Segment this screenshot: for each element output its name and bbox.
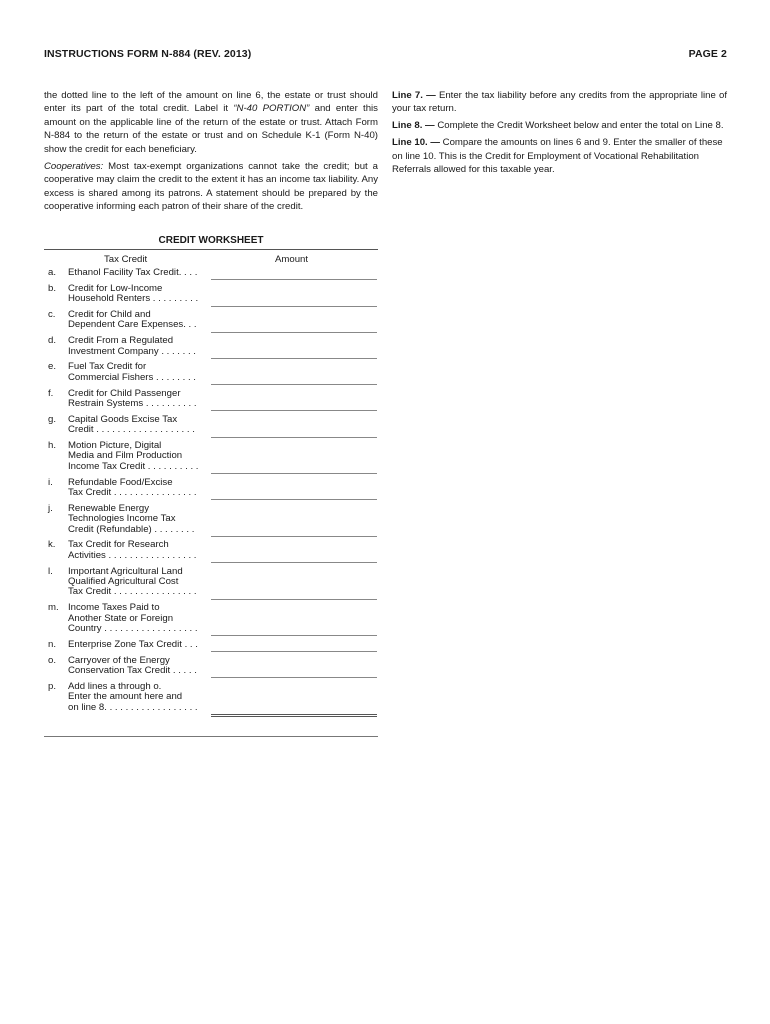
row-letter: n.	[48, 638, 57, 650]
row-label: Credit for Child and Dependent Care Expenses. . .	[68, 309, 197, 331]
row-label: Income Taxes Paid to Another State or Foreign Country . . . . . . . . . . . . . . . . . .	[68, 602, 198, 635]
worksheet-row	[44, 567, 378, 598]
amount-field[interactable]	[211, 536, 377, 537]
cooperatives-paragraph	[44, 160, 378, 214]
amount-field[interactable]	[211, 384, 377, 385]
amount-field[interactable]	[211, 562, 377, 563]
row-label: Credit From a Regulated Investment Company . . . . . . .	[68, 335, 196, 357]
line-8-label: Line 8. —	[392, 120, 435, 132]
n40-portion-label: “N-40 PORTION”	[233, 103, 310, 115]
amount-field[interactable]	[211, 651, 377, 652]
row-label: Refundable Food/Excise Tax Credit . . . . . . . . . . . . . . . .	[68, 476, 197, 499]
row-label: Credit for Low-Income Household Renters . . . . . . . . .	[68, 282, 199, 305]
worksheet-row	[44, 504, 378, 535]
line-8-text: Complete the Credit Worksheet below and enter the total on Line 8.	[434, 120, 724, 132]
row-letter: j.	[48, 502, 53, 514]
tax-credit-column-header: Tax Credit	[104, 254, 148, 265]
worksheet-row	[44, 656, 378, 677]
amount-column-header: Amount	[275, 254, 309, 265]
row-letter: f.	[48, 387, 54, 399]
worksheet-row	[44, 389, 378, 410]
row-letter: p.	[48, 680, 57, 692]
row-letter: k.	[48, 539, 56, 551]
total-amount-field[interactable]	[211, 714, 377, 717]
amount-field[interactable]	[211, 410, 377, 411]
row-label: Credit for Child Passenger Restrain Systems . . . . . . . . . .	[68, 387, 197, 410]
row-label: Important Agricultural Land Qualified Agricultural Cost Tax Credit . . . . . . . . . . . . . . . .	[68, 565, 197, 598]
right-column	[392, 89, 727, 180]
credit-worksheet	[44, 235, 378, 718]
worksheet-row	[44, 441, 378, 472]
worksheet-row	[44, 478, 378, 499]
line-10-instruction	[392, 136, 727, 176]
worksheet-row	[44, 540, 378, 561]
amount-field[interactable]	[211, 306, 377, 307]
left-column	[44, 89, 378, 218]
amount-field[interactable]	[211, 473, 377, 474]
worksheet-row	[44, 415, 378, 436]
row-label: Carryover of the Energy Conservation Tax Credit . . . . .	[68, 654, 197, 677]
worksheet-title: CREDIT WORKSHEET	[44, 235, 378, 250]
amount-field[interactable]	[211, 358, 377, 359]
estate-trust-paragraph	[44, 89, 378, 156]
line-7-label: Line 7. —	[392, 90, 436, 101]
row-letter: g.	[48, 413, 57, 425]
line-7-text: Enter the tax liability before any credits from the appropriate line of your tax return.	[392, 90, 727, 115]
estate-trust-text-b: and enter this amount on the applicable line of the return of the estate or trust. Attach Form N-884 to the return of the estate or trust and on Schedule K-1 (Form N-40) show the credit for each beneficiary.	[44, 103, 378, 155]
amount-field[interactable]	[211, 437, 377, 438]
worksheet-row	[44, 362, 378, 383]
row-letter: i.	[48, 476, 53, 488]
row-letter: b.	[48, 282, 57, 294]
worksheet-row	[44, 640, 378, 650]
worksheet-row	[44, 682, 378, 713]
worksheet-rows	[44, 268, 378, 713]
amount-field[interactable]	[211, 635, 377, 636]
line-8-instruction	[392, 119, 727, 132]
line-10-label: Line 10. —	[392, 137, 440, 149]
row-label: Motion Picture, Digital Media and Film Production Income Tax Credit . . . . . . . . . .	[68, 440, 199, 472]
worksheet-bottom-rule	[44, 736, 378, 737]
row-label: Add lines a through o. Enter the amount here and on line 8. . . . . . . . . . . . . . . . . .	[68, 680, 198, 713]
row-letter: o.	[48, 654, 57, 666]
worksheet-row	[44, 284, 378, 305]
row-letter: c.	[48, 309, 56, 320]
row-label: Ethanol Facility Tax Credit. . . .	[68, 267, 198, 278]
row-letter: d.	[48, 335, 57, 347]
row-letter: h.	[48, 440, 57, 452]
row-label: Fuel Tax Credit for Commercial Fishers . . . . . . . .	[68, 361, 196, 383]
row-label: Renewable Energy Technologies Income Tax Credit (Refundable) . . . . . . . .	[68, 502, 195, 535]
row-label: Enterprise Zone Tax Credit . . .	[68, 638, 198, 650]
cooperatives-label: Cooperatives:	[44, 161, 104, 173]
row-label: Capital Goods Excise Tax Credit . . . . . . . . . . . . . . . . . . .	[68, 413, 195, 436]
cooperatives-text: Most tax-exempt organizations cannot take the credit; but a cooperative may claim the credit to the extent it has an income tax liability. Any excess is shared among its patrons. A statement should be prepared by the cooperative informing each patron of their share of the credit.	[44, 161, 378, 213]
page-number: PAGE 2	[688, 48, 727, 60]
worksheet-column-headers	[44, 250, 378, 268]
amount-field[interactable]	[211, 599, 377, 600]
amount-field[interactable]	[211, 332, 377, 333]
row-letter: e.	[48, 361, 57, 373]
worksheet-row	[44, 310, 378, 331]
row-label: Tax Credit for Research Activities . . . . . . . . . . . . . . . . .	[68, 539, 197, 561]
worksheet-row	[44, 336, 378, 357]
estate-trust-text-a: the dotted line to the left of the amount on line 6, the estate or trust should enter its part of the total credit. Label it	[44, 90, 378, 115]
line-7-instruction	[392, 89, 727, 116]
row-letter: l.	[48, 565, 53, 577]
form-title: INSTRUCTIONS FORM N-884 (REV. 2013)	[44, 48, 252, 60]
row-letter: m.	[48, 602, 59, 614]
amount-field[interactable]	[211, 677, 377, 678]
worksheet-row	[44, 268, 378, 278]
worksheet-row	[44, 603, 378, 634]
amount-field[interactable]	[211, 499, 377, 500]
line-10-text: Compare the amounts on lines 6 and 9. Enter the smaller of these on line 10. This is the Credit for Employment of Vocational Rehabilitation Referrals allowed for this taxable year.	[392, 137, 723, 176]
amount-field[interactable]	[211, 279, 377, 280]
row-letter: a.	[48, 267, 57, 278]
